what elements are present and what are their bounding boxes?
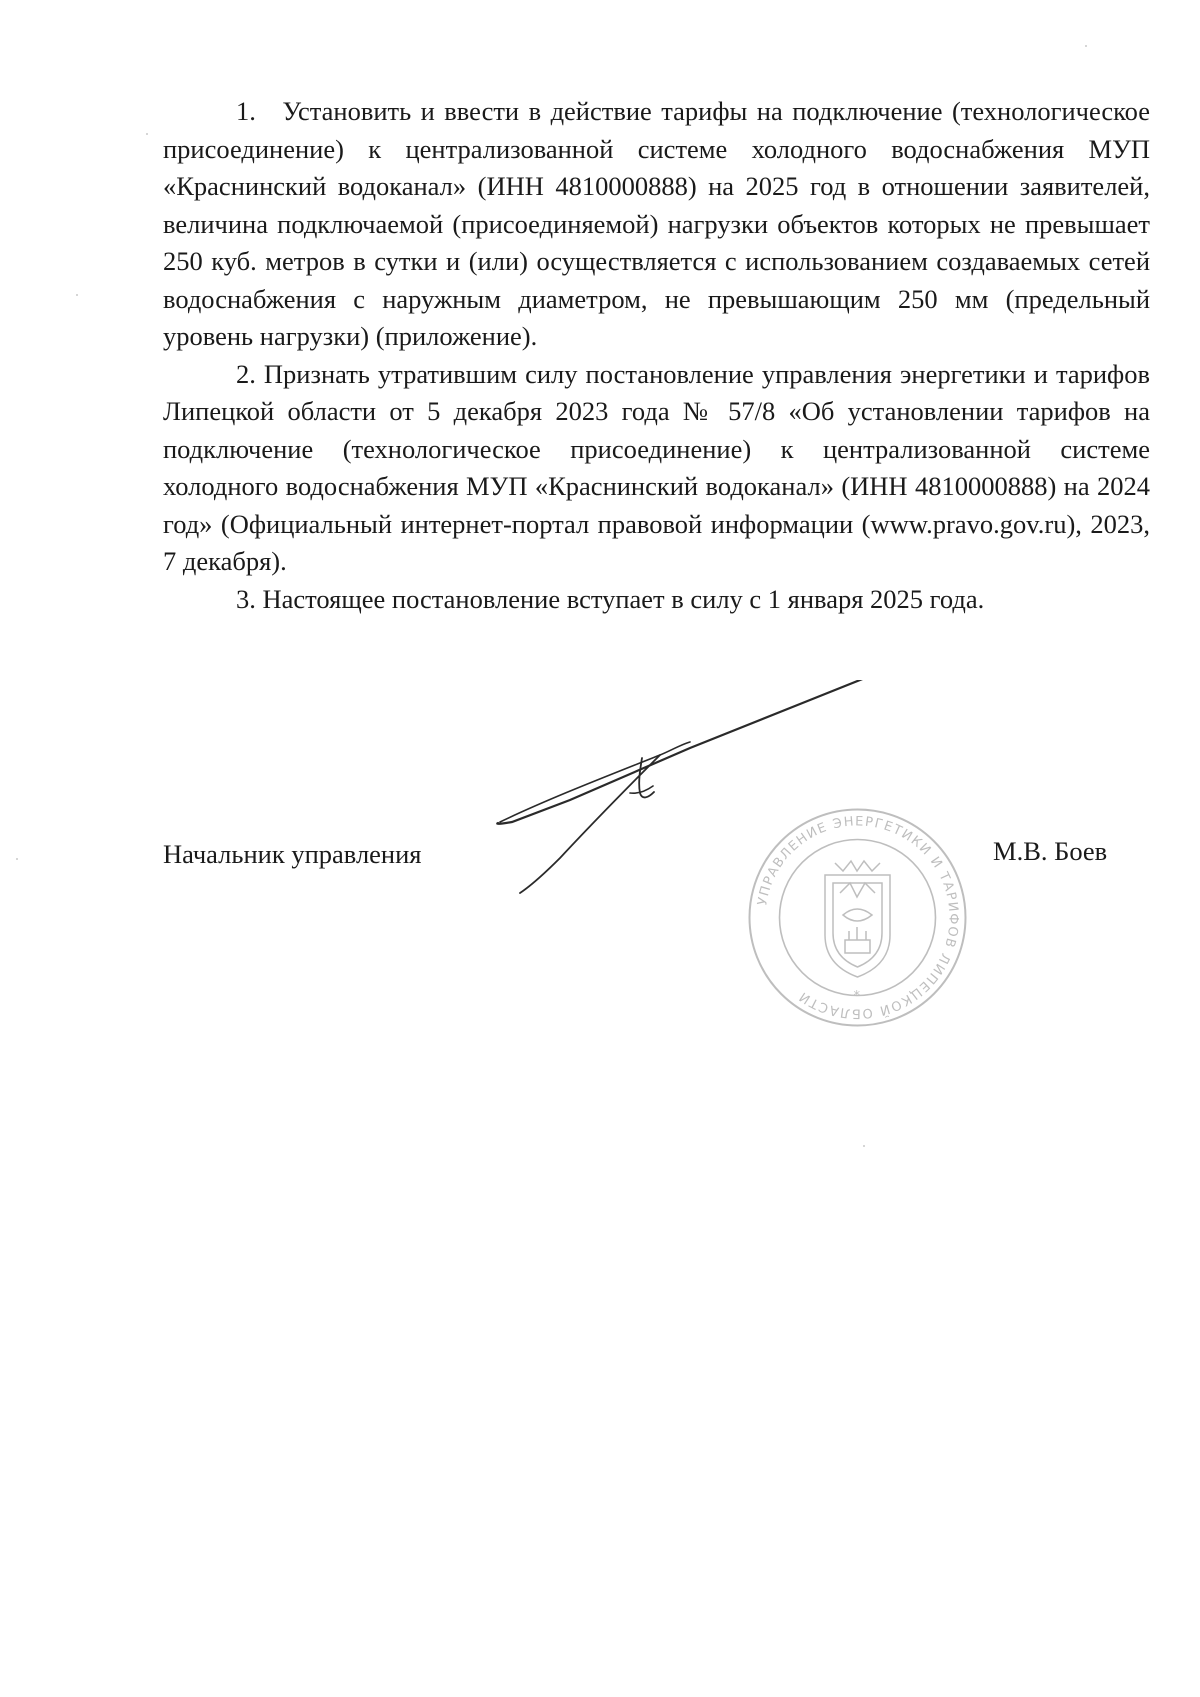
seal-star-icon: * <box>853 989 862 1004</box>
paragraph-3: 3. Настоящее постановление вступает в силу с 1 января 2025 года. <box>236 583 985 614</box>
signatory-name: М.В. Боев <box>993 836 1108 866</box>
paragraph-2: 2. Признать утратившим силу постановление управления энергетики и тарифов Липецкой области от 5 декабря 2023 года № 57/8 «Об установлении тарифов на подключение (технологическое присоединение) к централизованной системе холодного водоснабжения МУП «Краснинский водоканал» (ИНН 4810000888) на 2024 год» (Официальный интернет-портал правовой информации (www.pravo.gov.ru), 2023, 7 декабря). <box>163 358 1150 576</box>
document-body <box>163 93 1150 618</box>
handwritten-signature <box>490 680 950 960</box>
seal-ring-textpath: УПРАВЛЕНИЕ ЭНЕРГЕТИКИ И ТАРИФОВ ЛИПЕЦКОЙ ОБЛАСТИ <box>755 814 961 1021</box>
paragraph-1: 1. Установить и ввести в действие тарифы на подключение (технологическое присоединение) к централизованной системе холодного водоснабжения МУП «Краснинский водоканал» (ИНН 4810000888) на 2025 год в отношении заявителей, величина подключаемой (присоединяемой) нагрузки объектов которых не превышает 250 куб. метров в сутки и (или) осуществляется с использованием создаваемых сетей водоснабжения с наружным диаметром, не превышающим 250 мм (предельный уровень нагрузки) (приложение). <box>163 96 1150 351</box>
signatory-title: Начальник управления <box>163 839 422 869</box>
